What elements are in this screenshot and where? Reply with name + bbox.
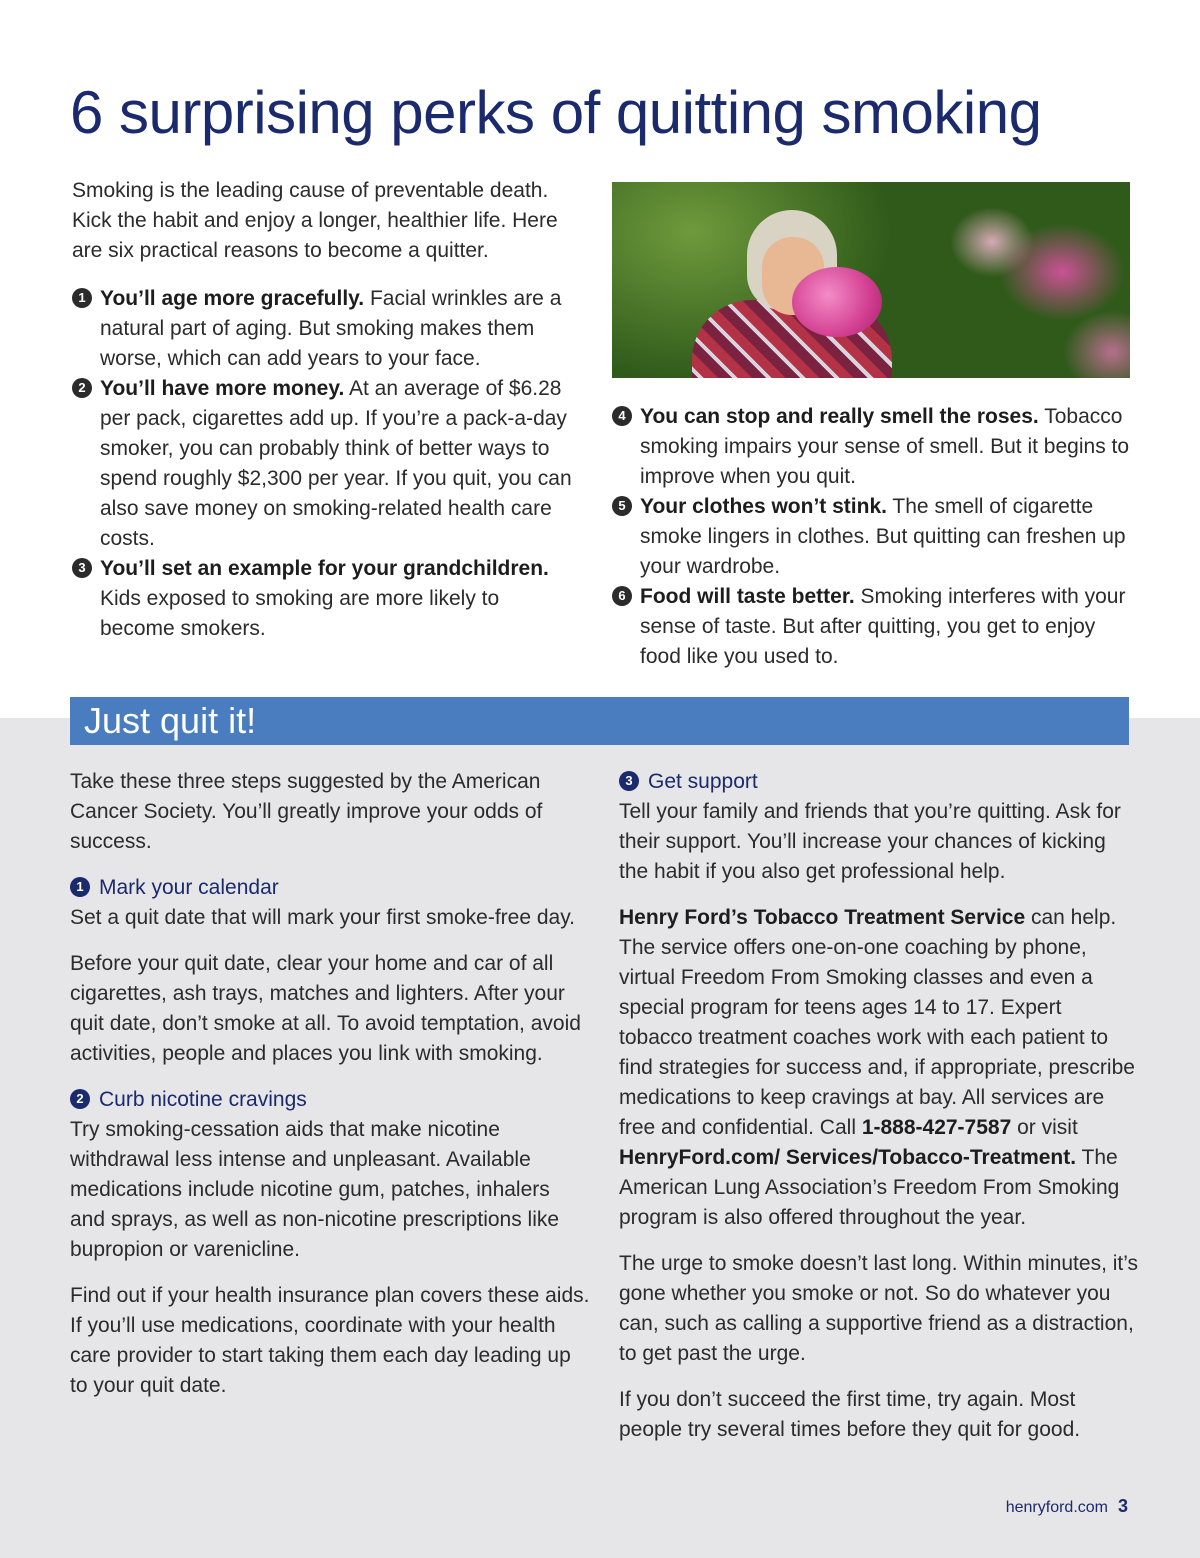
page-number: 3 [1117,1496,1128,1516]
perk-item [72,284,572,374]
service-text: can help. The service offers one-on-one coaching by phone, virtual Freedom From Smoking classes and even a special program for teens ages 14 to 17. Expert tobacco treatment coaches work with each patient to find strategies for success and, if appropriate, prescribe medications to keep cravings at bay. All services are free and confidential. Call [619,906,1135,1139]
perk-heading: You can stop and really smell the roses. [640,405,1039,428]
perk-body: Facial wrinkles are a natural part of aging. But smoking makes them worse, which can add years to your face. [100,287,562,370]
perk-heading: You’ll age more gracefully. [100,287,365,310]
photo-flowers [792,267,882,337]
perk-body: At an average of $6.28 per pack, cigarettes add up. If you’re a pack-a-day smoker, you can probably think of better ways to spend roughly $2,300 per year. If you quit, you can also save money on smoking-related health care costs. [100,377,572,550]
number-1-icon: 1 [72,288,92,308]
step-heading-label: Get support [648,770,758,793]
step-paragraph: Tell your family and friends that you’re quitting. Ask for their support. You’ll increase your chances of kicking the habit if you also get professional help. [619,800,1121,883]
perk-item [72,554,572,644]
number-2-icon: 2 [72,378,92,398]
step-paragraph: The urge to smoke doesn’t last long. Within minutes, it’s gone whether you smoke or not. So do whatever you can, such as calling a supportive friend as a distraction, to get past the urge. [619,1252,1139,1365]
perk-item [72,374,572,554]
number-6-icon: 6 [612,586,632,606]
perk-heading: Food will taste better. [640,585,855,608]
perk-body: Tobacco smoking impairs your sense of smell. But it begins to improve when you quit. [640,405,1130,488]
perks-list-right [612,402,1140,672]
footer-site-link[interactable]: henryford.com [1005,1499,1108,1516]
intro-text: Smoking is the leading cause of preventable death. Kick the habit and enjoy a longer, healthier life. Here are six practical reasons to become a quitter. [72,179,558,262]
number-5-icon: 5 [612,496,632,516]
perk-item [612,402,1140,492]
section-column-right [619,767,1139,1461]
step-paragraph: Set a quit date that will mark your first smoke-free day. [70,906,575,929]
page-footer [1006,1496,1128,1517]
or-visit-text: or visit [1011,1116,1078,1139]
page-title: 6 surprising perks of quitting smoking [70,79,1042,146]
section-banner [70,697,1129,745]
step-heading-label: Curb nicotine cravings [99,1088,307,1111]
section-column-left [70,767,590,1417]
perk-body: Kids exposed to smoking are more likely to become smokers. [100,587,500,640]
step-paragraph: If you don’t succeed the first time, try again. Most people try several times before they quit for good. [619,1388,1081,1441]
number-4-icon: 4 [612,406,632,426]
step-heading-label: Mark your calendar [99,876,279,899]
number-2-icon: 2 [70,1089,90,1109]
service-name: Henry Ford’s Tobacco Treatment Service [619,906,1026,929]
phone-number-link[interactable]: 1-888-427-7587 [861,1116,1012,1139]
step-paragraph: Before your quit date, clear your home and car of all cigarettes, ash trays, matches and lighters. After your quit date, don’t smoke at all. To avoid temptation, avoid activities, people and places you link with smoking. [70,952,581,1065]
step-paragraph: Find out if your health insurance plan covers these aids. If you’ll use medications, coordinate with your health care provider to start taking them each day leading up to your quit date. [70,1284,590,1397]
step-heading [619,767,1139,797]
woman-smelling-flowers-photo [612,182,1130,378]
step-paragraph: Try smoking-cessation aids that make nicotine withdrawal less intense and unpleasant. Available medications include nicotine gum, patches, inhalers and sprays, as well as non-nicotine prescriptions like bupropion or varenicline. [70,1118,560,1261]
service-paragraph [619,903,1139,1233]
perk-item [612,492,1140,582]
perk-body: The smell of cigarette smoke lingers in clothes. But quitting can freshen up your wardrobe. [640,495,1126,578]
website-link[interactable]: HenryFord.com/ Services/Tobacco-Treatment. [619,1146,1077,1169]
service-end-text: The American Lung Association’s Freedom From Smoking program is also offered throughout the year. [619,1146,1120,1229]
number-3-icon: 3 [72,558,92,578]
number-1-icon: 1 [70,877,90,897]
perk-item [612,582,1140,672]
number-3-icon: 3 [619,771,639,791]
perk-heading: You’ll set an example for your grandchildren. [100,557,549,580]
perk-heading: You’ll have more money. [100,377,345,400]
step-heading [70,873,590,903]
perk-heading: Your clothes won’t stink. [640,495,887,518]
section-title: Just quit it! [84,700,257,741]
section-intro: Take these three steps suggested by the American Cancer Society. You’ll greatly improve your odds of success. [70,770,543,853]
perk-body: Smoking interferes with your sense of taste. But after quitting, you get to enjoy food like you used to. [640,585,1126,668]
perks-list-left [72,284,572,644]
step-heading [70,1085,590,1115]
